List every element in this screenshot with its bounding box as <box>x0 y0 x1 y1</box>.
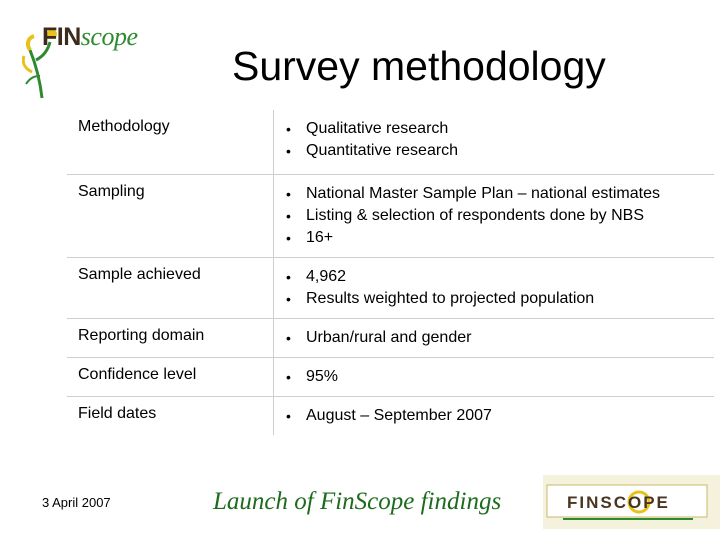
list-item <box>284 288 714 310</box>
table-row <box>67 175 714 258</box>
list-item-text: August – September 2007 <box>306 407 492 424</box>
bullet-list <box>284 405 714 427</box>
bullet-icon: • <box>286 369 291 385</box>
list-item-text: National Master Sample Plan – national estimates <box>306 185 660 202</box>
list-item <box>284 227 714 249</box>
list-item-text: Urban/rural and gender <box>306 329 472 346</box>
list-item-text: Quantitative research <box>306 142 459 159</box>
logo-fin: FIN <box>42 23 81 51</box>
logo-wordmark <box>42 22 137 52</box>
finscope-footer-logo <box>543 475 720 529</box>
row-values <box>274 397 715 436</box>
bullet-list <box>284 327 714 349</box>
bullet-icon: • <box>286 230 291 246</box>
bullet-icon: • <box>286 330 291 346</box>
methodology-table <box>67 110 714 435</box>
list-item-text: 4,962 <box>306 268 347 285</box>
row-values <box>274 175 715 258</box>
bullet-icon: • <box>286 186 291 202</box>
bullet-icon: • <box>286 208 291 224</box>
list-item-text: Results weighted to projected population <box>306 290 595 307</box>
table-row <box>67 258 714 319</box>
list-item-text: Listing & selection of respondents done by NBS <box>306 207 644 224</box>
row-label: Field dates <box>78 405 157 422</box>
bullet-icon: • <box>286 269 291 285</box>
list-item <box>284 183 714 205</box>
list-item-text: 95% <box>306 368 339 385</box>
bullet-list <box>284 266 714 310</box>
list-item-text: Qualitative research <box>306 120 449 137</box>
bullet-icon: • <box>286 121 291 137</box>
bullet-list <box>284 366 714 388</box>
table-row <box>67 358 714 397</box>
list-item <box>284 266 714 288</box>
row-values <box>274 319 715 358</box>
bullet-icon: • <box>286 291 291 307</box>
list-item <box>284 118 714 140</box>
table-row <box>67 110 714 175</box>
table-row <box>67 319 714 358</box>
bullet-list <box>284 183 714 249</box>
row-label: Methodology <box>67 110 274 175</box>
row-values <box>274 110 715 175</box>
list-item <box>284 366 714 388</box>
bullet-list <box>284 118 714 162</box>
list-item <box>284 327 714 349</box>
table-row <box>67 397 714 436</box>
list-item <box>284 205 714 227</box>
list-item-text: 16+ <box>306 229 334 246</box>
list-item <box>284 140 714 162</box>
logo-scope: scope <box>80 22 138 51</box>
bullet-icon: • <box>286 143 291 159</box>
list-item <box>284 405 714 427</box>
row-label: Sample achieved <box>67 258 274 319</box>
footer-launch-text: Launch of FinScope findings <box>213 488 502 515</box>
row-label: Reporting domain <box>67 319 274 358</box>
bullet-icon: • <box>286 408 291 424</box>
footer-logo-text: FINSCOPE <box>567 493 670 512</box>
row-label: Confidence level <box>67 358 274 397</box>
row-values <box>274 358 715 397</box>
page-title: Survey methodology <box>232 43 606 89</box>
row-label: Sampling <box>67 175 274 258</box>
row-values <box>274 258 715 319</box>
footer-date: 3 April 2007 <box>42 495 111 510</box>
